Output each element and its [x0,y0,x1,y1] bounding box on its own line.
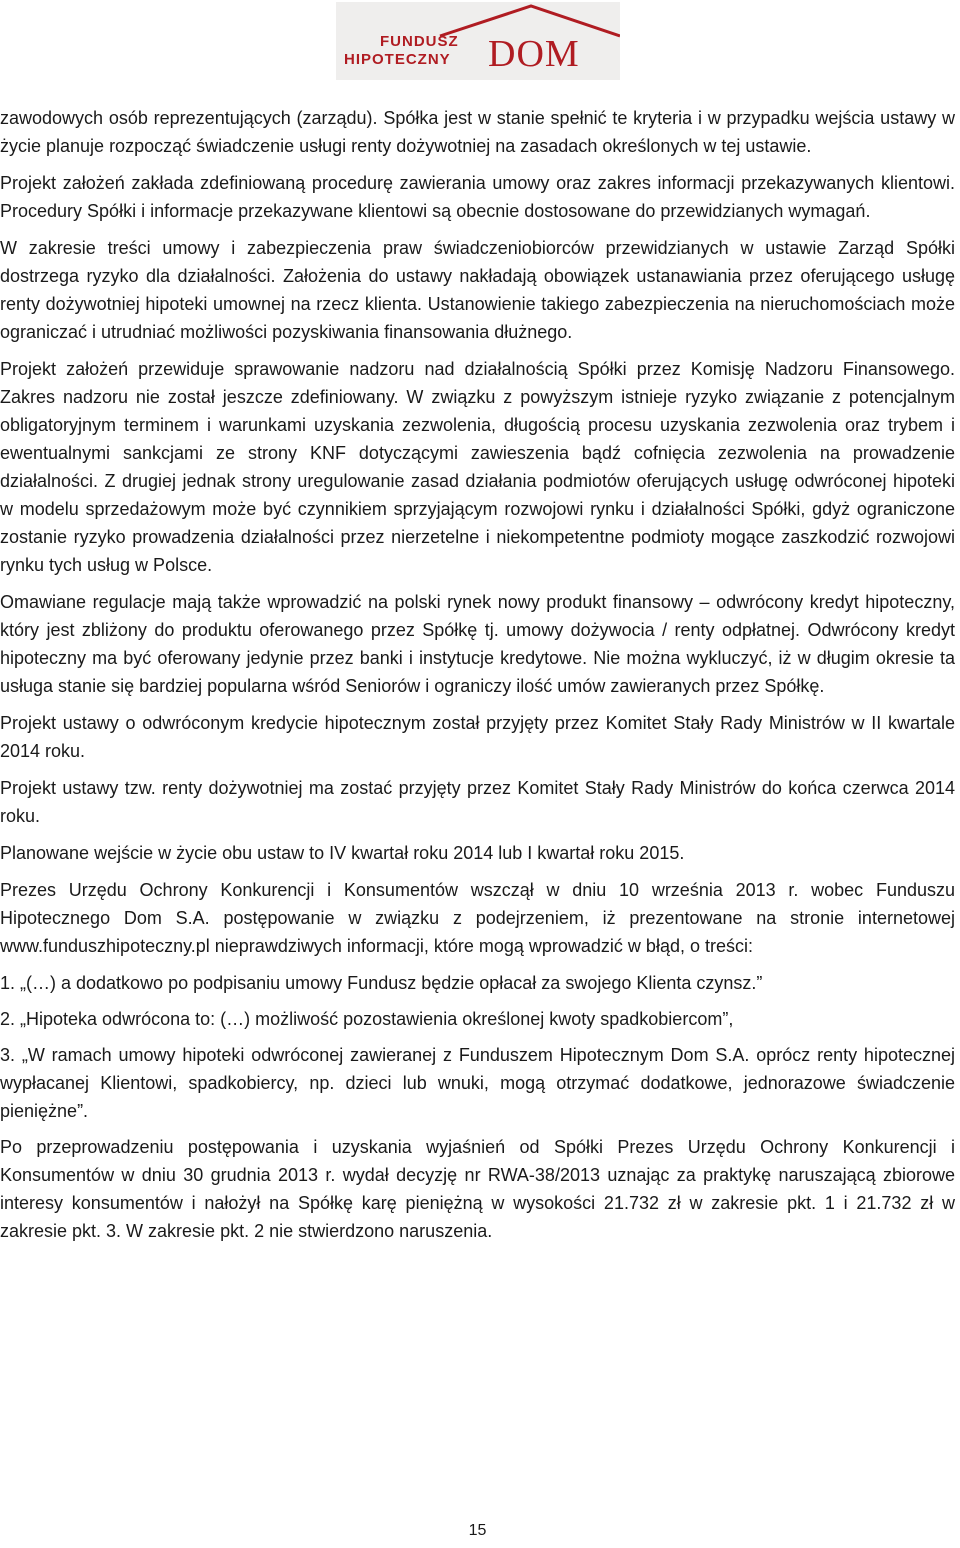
list-item: 3. „W ramach umowy hipoteki odwróconej zawieranej z Funduszem Hipotecznym Dom S.A. oprócz renty hipotecznej wypłacanej Klientowi, spadkobiercy, np. dzieci lub wnuki, mogą otrzymać dodatkowe, jednorazowe świadczenie pieniężne”. [0,1045,955,1121]
logo-brand: DOM [488,33,580,75]
paragraph: Projekt ustawy o odwróconym kredycie hipotecznym został przyjęty przez Komitet Stały Rady Ministrów w II kwartale 2014 roku. [0,713,955,761]
list-item: 1. „(…) a dodatkowo po podpisaniu umowy Fundusz będzie opłacał za swojego Klienta czynsz.” [0,973,763,993]
page-number: 15 [468,1522,487,1539]
document-body [0,104,955,1254]
fundusz-hipoteczny-dom-logo [336,2,620,80]
paragraph: Projekt założeń zakłada zdefiniowaną procedurę zawierania umowy oraz zakres informacji przekazywanych klientowi. Procedury Spółki i informacje przekazywane klientowi są obecnie dostosowane do przewidzianych wymagań. [0,173,955,221]
logo-line1: FUNDUSZ [380,33,459,50]
paragraph: zawodowych osób reprezentujących (zarządu). Spółka jest w stanie spełnić te kryteria i w przypadku wejścia ustawy w życie planuje rozpocząć świadczenie usługi renty dożywotniej na zasadach określonych w tej ustawie. [0,108,955,156]
paragraph: Projekt założeń przewiduje sprawowanie nadzoru nad działalnością Spółki przez Komisję Nadzoru Finansowego. Zakres nadzoru nie został jeszcze zdefiniowany. W związku z powyższym istnieje ryzyko związanie z potencjalnym obligatoryjnym terminem i warunkami uzyskania zezwolenia, długością procesu uzyskania zezwolenia oraz trybem i ewentualnymi sankcjami ze strony KNF dotyczącymi zawieszenia bądź cofnięcia zezwolenia na prowadzenie działalności. Z drugiej jednak strony uregulowanie zasad działania podmiotów oferujących usługę odwróconej hipoteki w modelu sprzedażowym może być czynnikiem sprzyjającym rozwojowi rynku i działalności Spółki, gdyż ograniczone zostanie ryzyko prowadzenia działalności przez nierzetelne i niekompetentne podmioty mogące zaszkodzić rozwojowi rynku tych usług w Polsce. [0,359,955,575]
paragraph: Projekt ustawy tzw. renty dożywotniej ma zostać przyjęty przez Komitet Stały Rady Ministrów do końca czerwca 2014 roku. [0,778,955,826]
logo-line2: HIPOTECZNY [344,51,451,68]
list-item: 2. „Hipoteka odwrócona to: (…) możliwość pozostawienia określonej kwoty spadkobiercom”, [0,1009,734,1029]
paragraph: Po przeprowadzeniu postępowania i uzyskania wyjaśnień od Spółki Prezes Urzędu Ochrony Konkurencji i Konsumentów w dniu 30 grudnia 2013 r. wydał decyzję nr RWA-38/2013 uznając za praktykę naruszającą zbiorowe interesy konsumentów i nałożył na Spółkę karę pieniężną w wysokości 21.732 zł w zakresie pkt. 1 i 21.732 zł w zakresie pkt. 3. W zakresie pkt. 2 nie stwierdzono naruszenia. [0,1137,955,1241]
paragraph: Prezes Urzędu Ochrony Konkurencji i Konsumentów wszczął w dniu 10 września 2013 r. wobec Funduszu Hipotecznego Dom S.A. postępowanie w związku z podejrzeniem, iż prezentowane na stronie internetowej www.funduszhipoteczny.pl nieprawdziwych informacji, które mogą wprowadzić w błąd, o treści: [0,880,955,956]
paragraph: Omawiane regulacje mają także wprowadzić na polski rynek nowy produkt finansowy – odwrócony kredyt hipoteczny, który jest zbliżony do produktu oferowanego przez Spółkę tj. umowy dożywocia / renty odpłatnej. Odwrócony kredyt hipoteczny ma być oferowany jedynie przez banki i instytucje kredytowe. Nie można wykluczyć, iż w długim okresie ta usługa stanie się bardziej popularna wśród Seniorów i ograniczy ilość umów zawieranych przez Spółkę. [0,592,955,696]
paragraph: W zakresie treści umowy i zabezpieczenia praw świadczeniobiorców przewidzianych w ustawie Zarząd Spółki dostrzega ryzyko dla działalności. Założenia do ustawy nakładają obowiązek ustanawiania przez oferującego usługę renty dożywotniej hipoteki umownej na rzecz klienta. Ustanowienie takiego zabezpieczenia na nieruchomościach może ograniczać i utrudniać możliwości pozyskiwania finansowania dłużnego. [0,238,955,342]
paragraph: Planowane wejście w życie obu ustaw to IV kwartał roku 2014 lub I kwartał roku 2015. [0,843,685,863]
